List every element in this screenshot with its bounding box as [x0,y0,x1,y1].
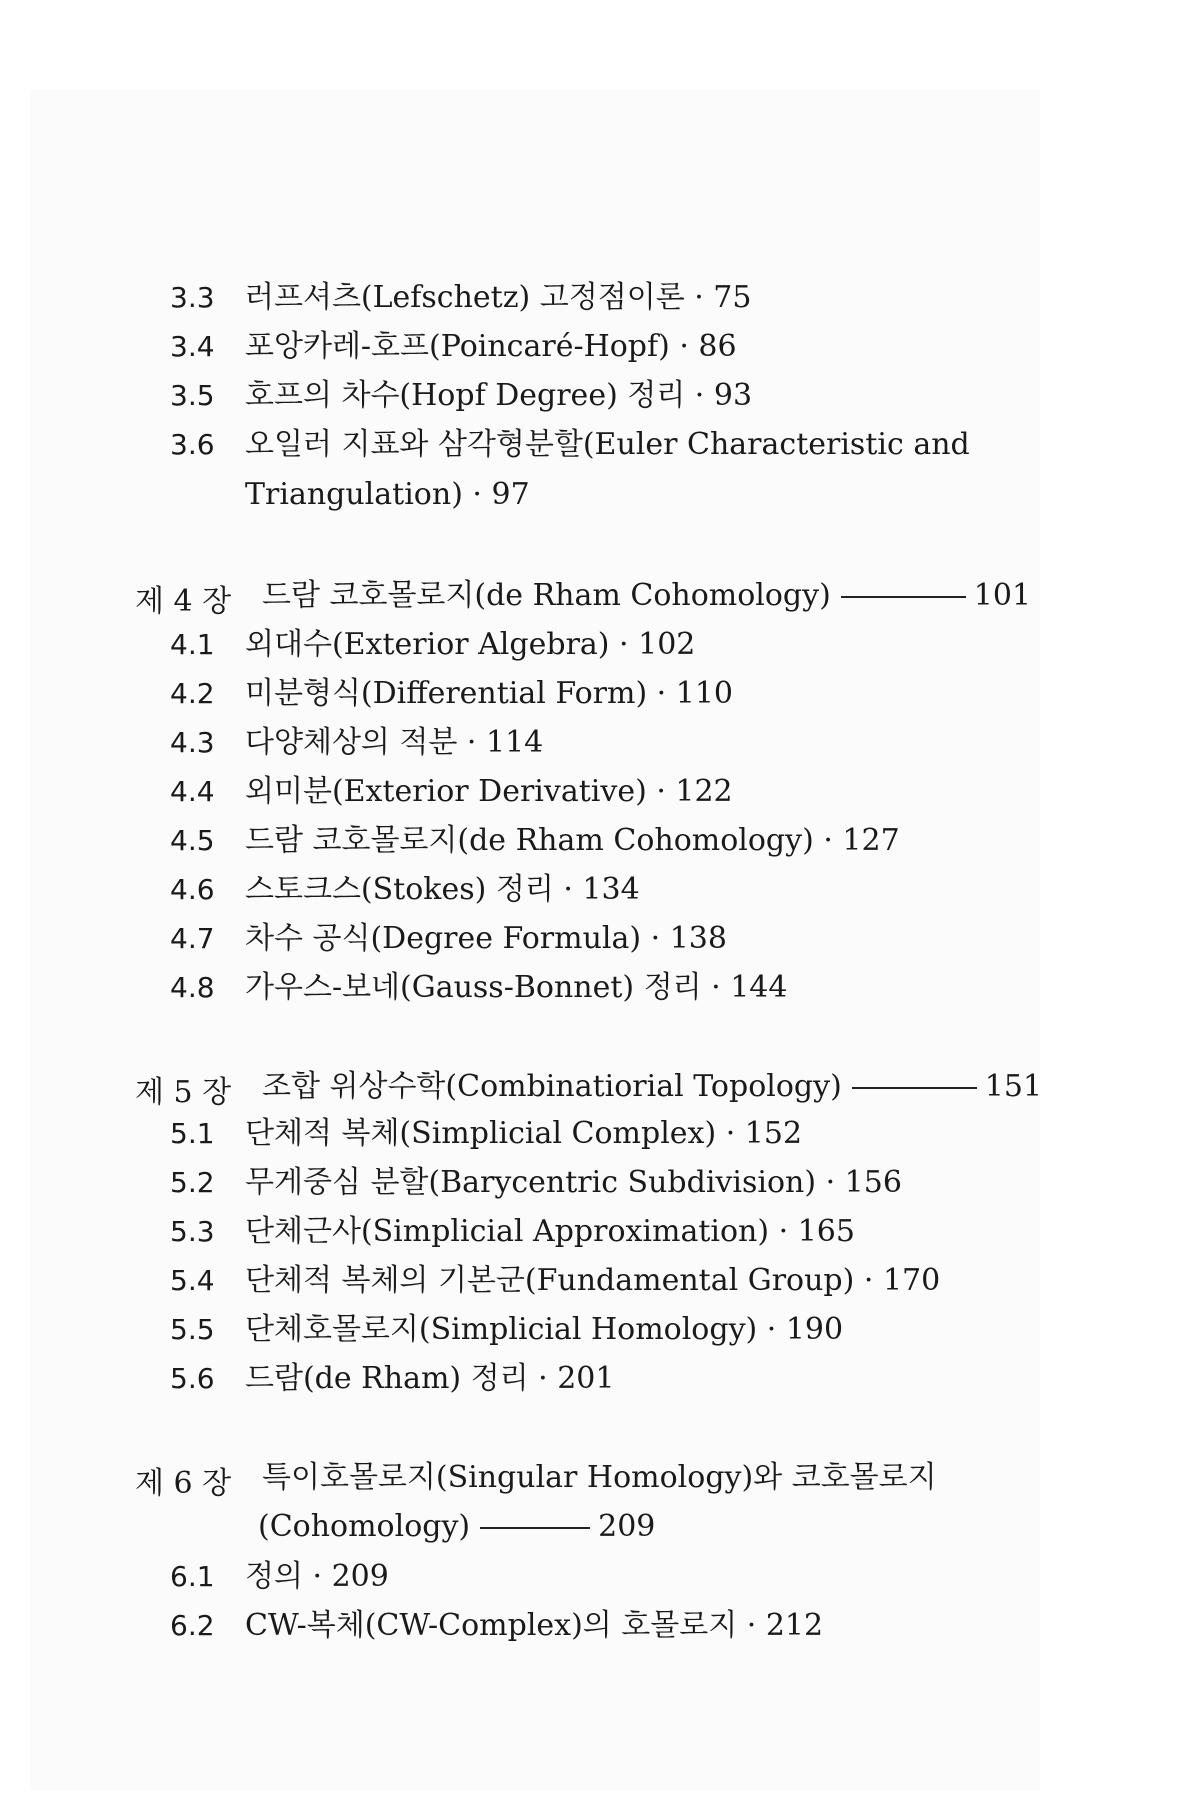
toc-entry[interactable]: 러프셔츠(Lefschetz) 고정점이론 · 75 [245,280,752,315]
section-number: 4.5 [170,824,215,857]
toc-entry[interactable]: 단체적 복체의 기본군(Fundamental Group) · 170 [245,1263,941,1298]
section-number: 5.1 [170,1117,215,1150]
toc-entry-continuation[interactable]: Triangulation) · 97 [245,477,530,512]
toc-entry[interactable]: 가우스-보네(Gauss-Bonnet) 정리 · 144 [245,970,788,1005]
toc-entry[interactable]: 다양체상의 적분 · 114 [245,725,544,760]
chapter-title-row[interactable] [262,1067,1042,1107]
toc-entry[interactable]: 단체근사(Simplicial Approximation) · 165 [245,1214,855,1249]
toc-entry[interactable]: 외미분(Exterior Derivative) · 122 [245,774,733,809]
chapter-label: 제 5 장 [135,1075,232,1110]
chapter-label: 제 4 장 [135,584,232,619]
section-number: 5.4 [170,1264,215,1297]
toc-entry[interactable]: 정의 · 209 [245,1559,389,1594]
section-number: 6.2 [170,1609,215,1642]
section-number: 4.4 [170,775,215,808]
section-number: 5.2 [170,1166,215,1199]
section-number: 4.8 [170,971,215,1004]
chapter-label: 제 6 장 [135,1466,232,1501]
toc-entry[interactable]: 드람(de Rham) 정리 · 201 [245,1361,615,1396]
section-number: 6.1 [170,1560,215,1593]
toc-entry[interactable]: 포앙카레-호프(Poincaré-Hopf) · 86 [245,329,737,364]
section-number: 4.1 [170,628,215,661]
chapter-title[interactable]: 특이호몰로지(Singular Homology)와 코호몰로지 [262,1460,937,1495]
leader-line [480,1527,590,1529]
section-number: 3.5 [170,379,215,412]
section-number: 3.4 [170,330,215,363]
section-number: 5.6 [170,1362,215,1395]
chapter-title: 드람 코호몰로지(de Rham Cohomology) [262,578,831,613]
chapter-title-row[interactable] [258,1507,655,1547]
section-number: 4.2 [170,677,215,710]
section-number: 3.3 [170,281,215,314]
chapter-page: 101 [973,578,1032,613]
toc-entry[interactable]: 스토크스(Stokes) 정리 · 134 [245,872,640,907]
toc-entry[interactable]: 외대수(Exterior Algebra) · 102 [245,627,696,662]
section-number: 5.5 [170,1313,215,1346]
chapter-page: 209 [598,1509,656,1544]
leader-line [852,1087,977,1089]
chapter-title: 조합 위상수학(Combinatiorial Topology) [262,1069,842,1104]
toc-entry[interactable]: 호프의 차수(Hopf Degree) 정리 · 93 [245,378,753,413]
chapter-title-row[interactable] [262,576,1031,616]
section-number: 4.6 [170,873,215,906]
toc-entry[interactable]: 단체호몰로지(Simplicial Homology) · 190 [245,1312,844,1347]
toc-entry[interactable]: CW-복체(CW-Complex)의 호몰로지 · 212 [245,1608,824,1643]
section-number: 4.7 [170,922,215,955]
toc-entry[interactable]: 단체적 복체(Simplicial Complex) · 152 [245,1116,803,1151]
toc-entry[interactable]: 차수 공식(Degree Formula) · 138 [245,921,727,956]
toc-entry[interactable]: 미분형식(Differential Form) · 110 [245,676,734,711]
section-number: 3.6 [170,428,215,461]
toc-entry[interactable]: 오일러 지표와 삼각형분할(Euler Characteristic and [245,427,970,462]
chapter-page: 151 [984,1069,1043,1104]
chapter-title-continuation: (Cohomology) [258,1509,471,1544]
toc-entry[interactable]: 드람 코호몰로지(de Rham Cohomology) · 127 [245,823,900,858]
section-number: 4.3 [170,726,215,759]
leader-line [841,596,966,598]
toc-entry[interactable]: 무게중심 분할(Barycentric Subdivision) · 156 [245,1165,902,1200]
section-number: 5.3 [170,1215,215,1248]
